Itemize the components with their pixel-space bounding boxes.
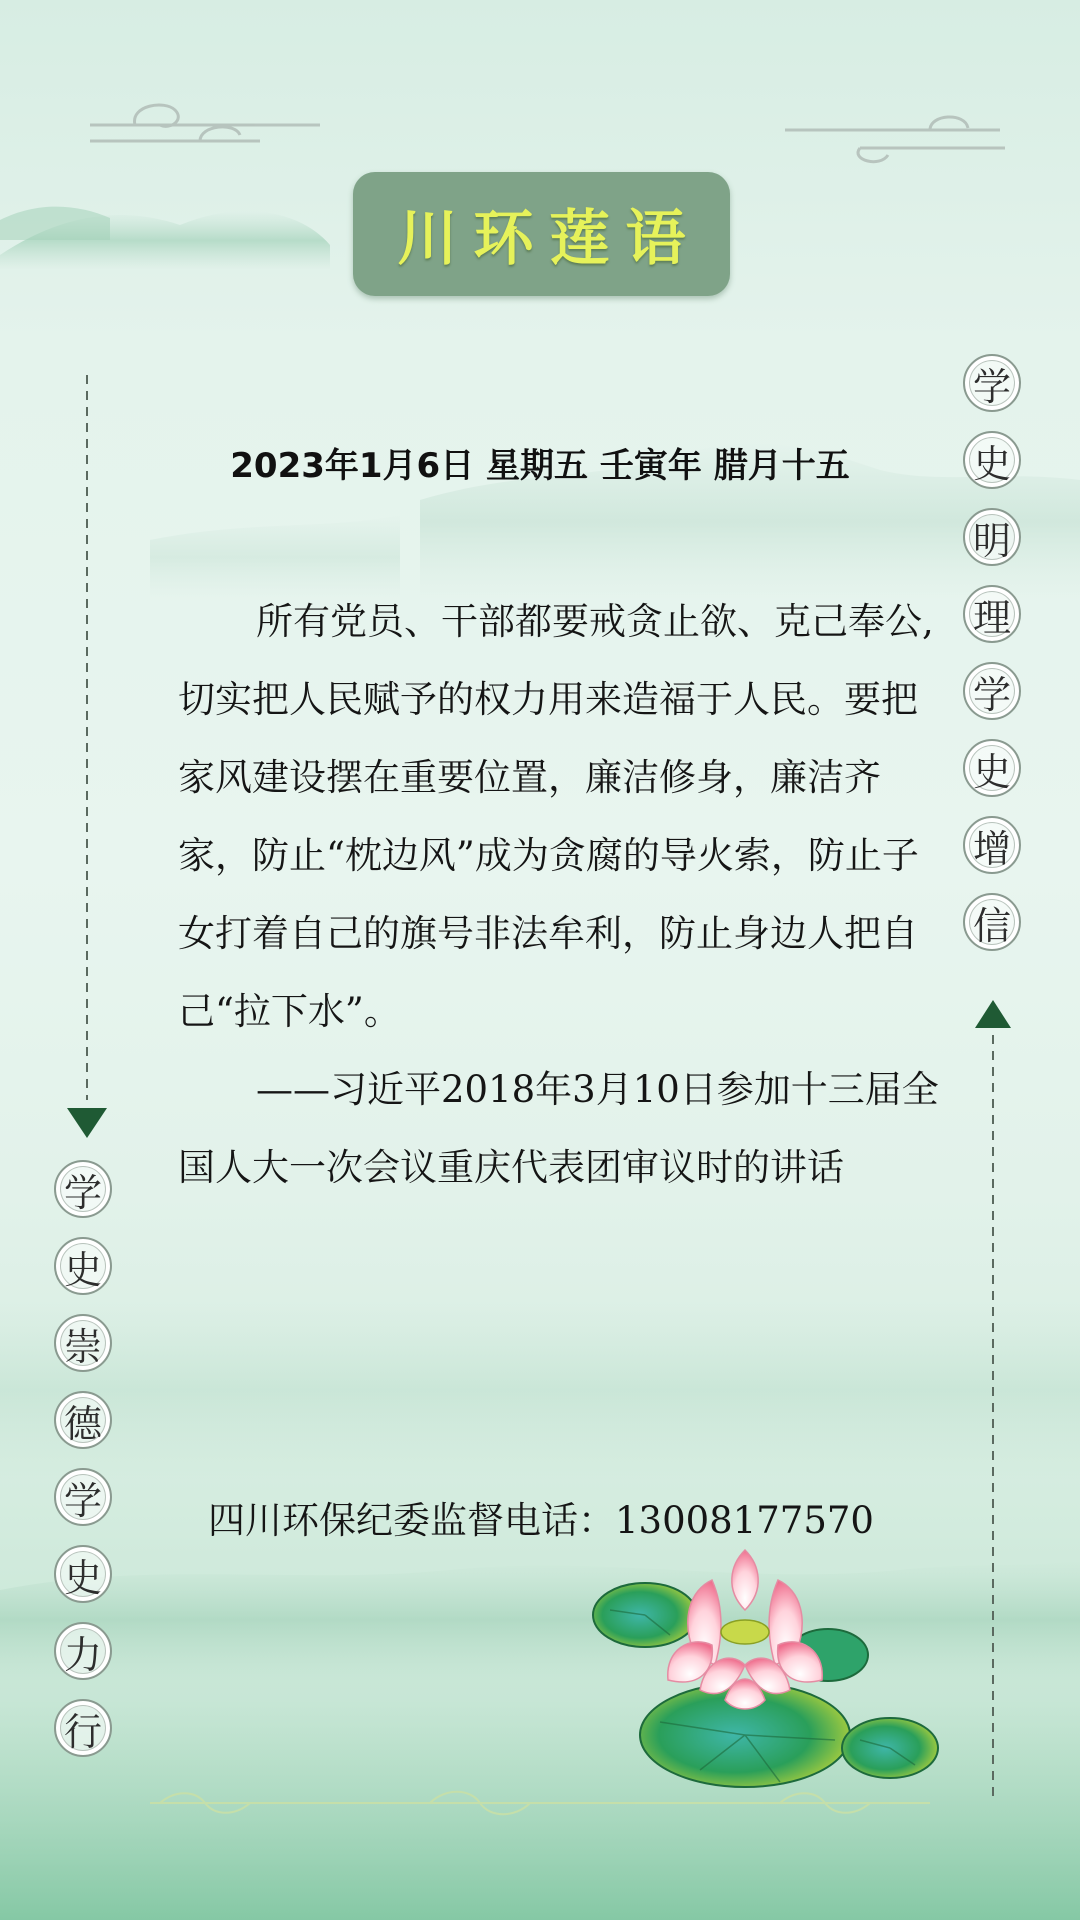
arrow-up-icon (975, 1000, 1011, 1028)
supervision-hotline: 四川环保纪委监督电话：13008177570 (208, 1499, 874, 1542)
cloud-ornament-icon (785, 117, 1005, 162)
date-line: 2023年1月6日 星期五 壬寅年 腊月十五 (230, 446, 850, 486)
slogan-char: 力 (54, 1622, 112, 1680)
slogan-char: 明 (963, 508, 1021, 566)
slogan-char: 学 (963, 662, 1021, 720)
slogan-char: 学 (54, 1160, 112, 1218)
slogan-char: 史 (963, 739, 1021, 797)
page-title: 川环莲语 (397, 204, 702, 274)
slogan-char: 行 (54, 1699, 112, 1757)
slogan-char: 史 (54, 1545, 112, 1603)
left-slogan-column (54, 1160, 112, 1757)
slogan-char: 史 (963, 431, 1021, 489)
slogan-char: 德 (54, 1391, 112, 1449)
right-slogan-column (963, 354, 1021, 951)
quote-paragraph: 所有党员、干部都要戒贪止欲、克己奉公,切实把人民赋予的权力用来造福于人民。要把家风建设摆在重要位置，廉洁修身，廉洁齐家，防止“枕边风”成为贪腐的导火索，防止子女打着自己的旗号非法牟利，防止身边人把自己“拉下水”。 (178, 600, 934, 1033)
slogan-char: 信 (963, 893, 1021, 951)
title-badge (353, 172, 730, 296)
quote-source: ——习近平2018年3月10日参加十三届全国人大一次会议重庆代表团审议时的讲话 (178, 1068, 939, 1189)
slogan-char: 崇 (54, 1314, 112, 1372)
slogan-char: 学 (963, 354, 1021, 412)
cloud-ornament-icon (90, 105, 320, 141)
slogan-char: 增 (963, 816, 1021, 874)
slogan-char: 理 (963, 585, 1021, 643)
quote-block (178, 583, 940, 1207)
arrow-down-icon (67, 1108, 107, 1138)
slogan-char: 史 (54, 1237, 112, 1295)
slogan-char: 学 (54, 1468, 112, 1526)
